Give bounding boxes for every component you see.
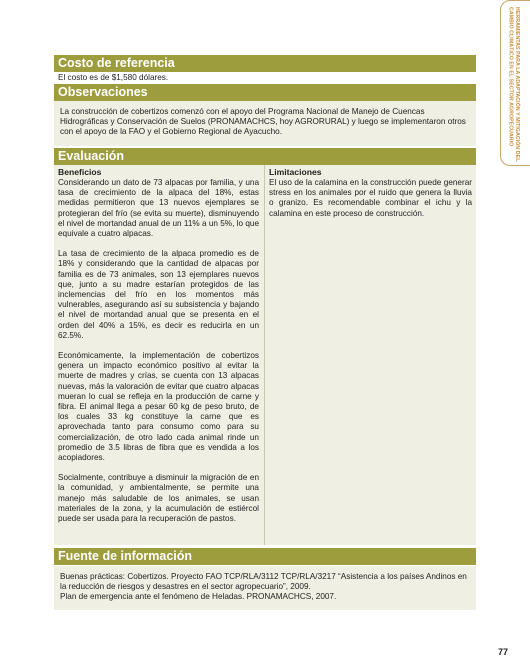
limitaciones-text: El uso de la calamina en la construcción puede generar stress en los animales por el ruido que genera la lluvia o granizo. Es recomendable combinar el ichu y la calamina en este proceso de construcción. [269,178,472,218]
evaluacion-heading: Evaluación [54,148,476,165]
observaciones-heading: Observaciones [54,84,476,101]
beneficios-paragraph: Considerando un dato de 73 alpacas por familia, y una tasa de crecimiento de la alpaca del 18%, estas medidas permitieron que 13 nuevos ejemplares se protegieran del frío (se evita su muerte), disminuyendo el nivel de mortandad anual de un 11% a un 5%, lo que equivale a cuatro alpacas. [58,178,259,239]
limitaciones-column [265,165,476,229]
side-tab-text [507,7,520,161]
fuente-heading: Fuente de información [54,548,476,565]
limitaciones-title: Limitaciones [269,167,322,177]
beneficios-paragraph: Socialmente, contribuye a disminuir la migración de en la comunidad, y ambientalmente, se permite una manejo más saludable de los animales, se usan materiales de la zona, y la acumulación de estiércol puede ser usada para la recuperación de pastos. [58,473,259,524]
side-tab [500,0,530,166]
fuente-line1: Buenas prácticas: Cobertizos. Proyecto FAO TCP/RLA/3112 TCP/RLA/3217 “Asistencia a los países Andinos en la reducción de riesgos y desastres en el sector agropecuario”, 2009. [60,572,467,592]
fuente-panel [54,566,476,610]
beneficios-column [54,165,263,534]
observaciones-text: La construcción de cobertizos comenzó con el apoyo del Programa Nacional de Manejo de Cuencas Hidrográficas y Conservación de Suelos (PRONAMACHCS, hoy AGRORURAL) y luego se implementaron otros con el apoyo de la FAO y el Gobierno Regional de Ayacucho. [60,107,466,137]
beneficios-paragraph: Económicamente, la implementación de cobertizos genera un impacto económico positivo al evitar la muerte de madres y crías, se cuenta con 13 alpacas nuevas, más la valoración de evitar que cuatro alpacas mueran lo cual se refleja en la producción de carne y fibra. El animal llega a pesar 60 kg de peso bruto, de los cuales 33 kg constituye la carne que es aprovechada tanto para consumo como para su comercialización, de otro lado cada animal rinde un promedio de 3.5 libras de fibra que es vendida a los acopiadores. [58,351,259,463]
side-tab-line2: CAMBIO CLIMÁTICO EN EL SECTOR AGROPECUARIO [507,7,514,147]
beneficios-paragraph: La tasa de crecimiento de la alpaca promedio es de 18% y considerando que la cantidad de alpacas por familia es de 73 animales, son 13 ejemplares nuevos que, junto a su madre estarían protegidos de las inclemencias del frío en los momentos más vulnerables, asegurando así su subsistencia y bajando el nivel de mortandad anual que se presenta en el orden del 40% a 15%, es decir es reducirla en un 62.5%. [58,249,259,340]
side-tab-line1: HERRAMIENTAS PARA LA ADAPTACIÓN Y MITIGACIÓN DEL [514,7,520,162]
page-number: 77 [497,647,508,657]
costo-heading: Costo de referencia [54,55,476,72]
beneficios-title: Beneficios [58,167,102,177]
observaciones-panel [54,101,476,146]
evaluacion-panel [54,165,476,545]
costo-text: El costo es de $1,580 dólares. [58,73,169,82]
fuente-line2: Plan de emergencia ante el fenómeno de Heladas. PRONAMACHCS, 2007. [60,592,337,602]
